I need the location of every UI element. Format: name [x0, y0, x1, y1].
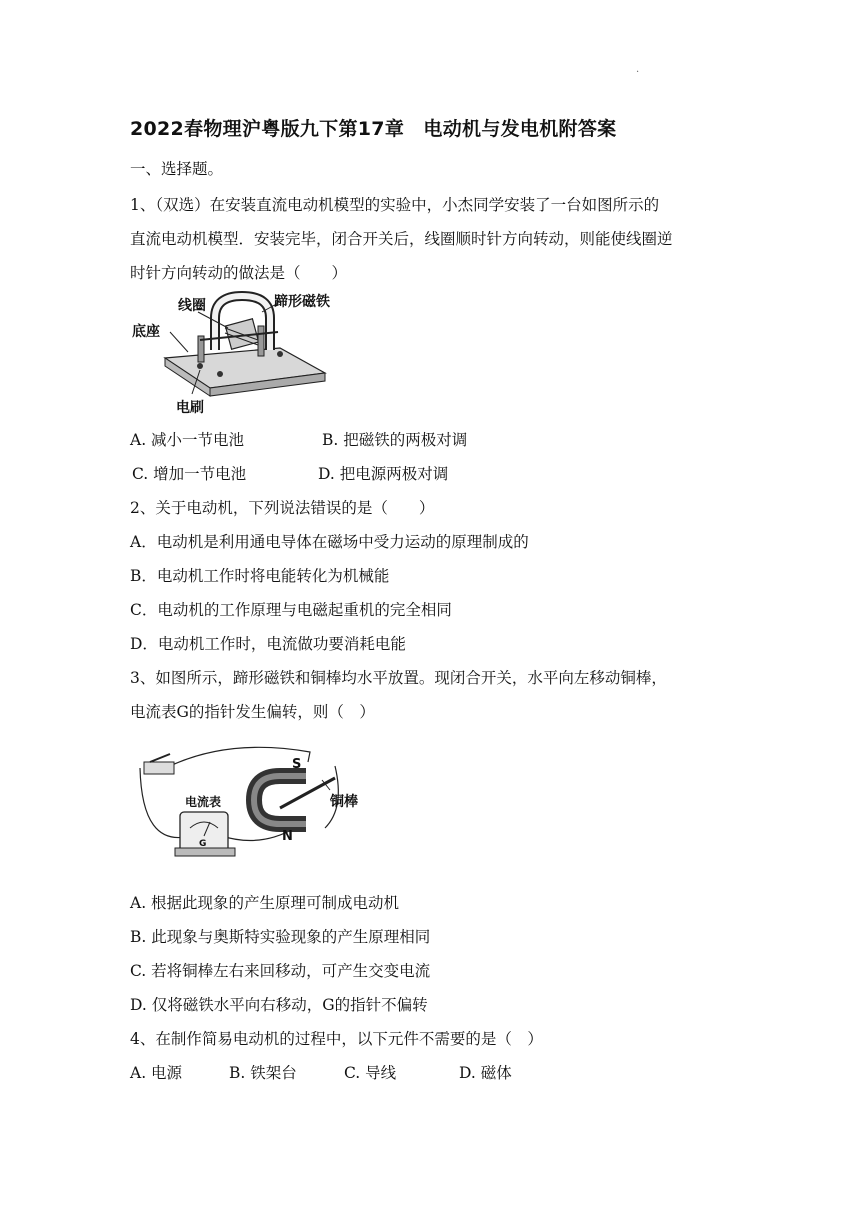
q2-stem: 2、关于电动机，下列说法错误的是（ ） [130, 499, 435, 517]
q2-option-c: C．电动机的工作原理与电磁起重机的完全相同 [130, 601, 452, 619]
q1-stem-line-2: 直流电动机模型．安装完毕，闭合开关后，线圈顺时针方向转动，则能使线圈逆 [130, 230, 673, 248]
header-mark: . [636, 64, 640, 75]
q3-option-c: C. 若将铜棒左右来回移动，可产生交变电流 [130, 962, 431, 980]
section-heading: 一、选择题。 [130, 160, 224, 178]
magnet-label: 蹄形磁铁 [274, 294, 330, 310]
pole-n-label: N [282, 829, 293, 844]
q4-option-d: D. 磁体 [459, 1064, 512, 1082]
motor-model-figure [130, 288, 345, 418]
pole-s-label: S [292, 757, 302, 772]
q3-stem-line-2: 电流表G的指针发生偏转，则（ ） [130, 703, 375, 721]
q4-option-a: A. 电源 [130, 1064, 183, 1082]
q3-option-d: D. 仅将磁铁水平向右移动，G的指针不偏转 [130, 996, 428, 1014]
ammeter-g-label: G [199, 839, 207, 849]
q4-stem: 4、在制作简易电动机的过程中，以下元件不需要的是（ ） [130, 1030, 543, 1048]
q2-option-d: D．电动机工作时，电流做功要消耗电能 [130, 635, 406, 653]
page-title: 2022春物理沪粤版九下第17章 电动机与发电机附答案 [130, 118, 617, 140]
q2-option-a: A．电动机是利用通电导体在磁场中受力运动的原理制成的 [130, 533, 529, 551]
induction-circuit-figure [130, 738, 370, 863]
q3-option-b: B. 此现象与奥斯特实验现象的产生原理相同 [130, 928, 431, 946]
q3-option-a: A. 根据此现象的产生原理可制成电动机 [130, 894, 400, 912]
q3-stem-line-1: 3、如图所示，蹄形磁铁和铜棒均水平放置。现闭合开关，水平向左移动铜棒， [130, 669, 667, 687]
base-label: 底座 [132, 324, 160, 340]
q2-option-b: B．电动机工作时将电能转化为机械能 [130, 567, 390, 585]
q1-stem-line-3: 时针方向转动的做法是（ ） [130, 264, 348, 282]
brush-label: 电刷 [176, 400, 204, 416]
q1-option-a: A. 减小一节电池 [130, 431, 245, 449]
q1-option-c: C. 增加一节电池 [132, 465, 247, 483]
ammeter-label: 电流表 [185, 795, 222, 809]
copper-rod-label: 铜棒 [330, 794, 358, 810]
q4-option-c: C. 导线 [344, 1064, 397, 1082]
q1-stem-line-1: 1、（双选）在安装直流电动机模型的实验中，小杰同学安装了一台如图所示的 [130, 196, 660, 214]
q1-option-b: B. 把磁铁的两极对调 [322, 431, 468, 449]
q1-option-d: D. 把电源两极对调 [318, 465, 449, 483]
q4-option-b: B. 铁架台 [229, 1064, 297, 1082]
coil-label: 线圈 [178, 298, 206, 314]
